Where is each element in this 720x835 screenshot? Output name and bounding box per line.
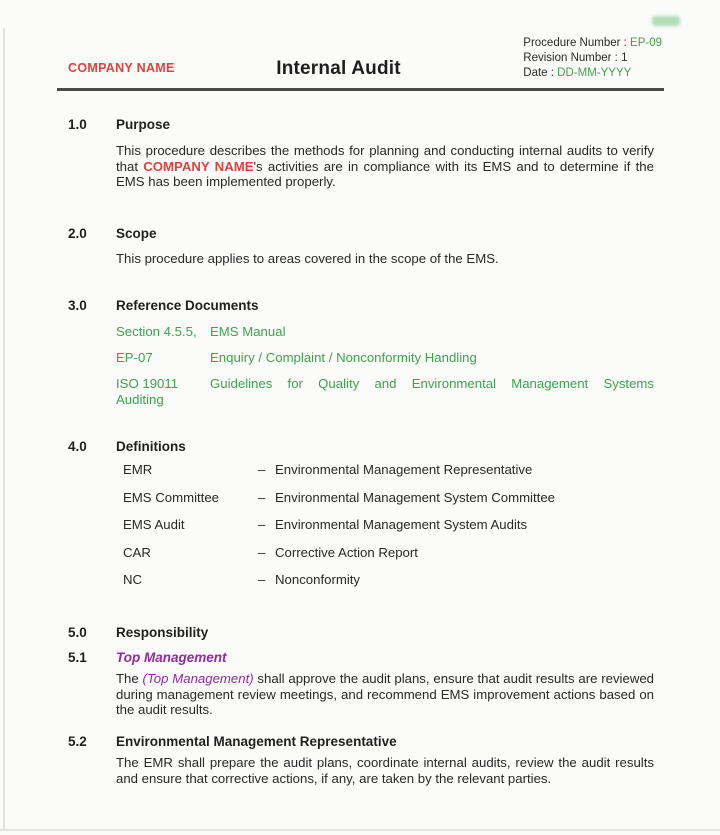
procedure-number-value: EP-09 [630, 37, 662, 49]
reference-item [116, 376, 654, 407]
section-title: Scope [116, 226, 157, 241]
reference-name: Enquiry / Complaint / Nonconformity Handling [210, 350, 477, 365]
section-heading-responsibility [68, 625, 208, 640]
definition-row [123, 490, 555, 506]
definition-dash: – [258, 462, 266, 477]
definition-term: EMR [123, 462, 153, 477]
definition-term: NC [123, 572, 143, 587]
date-label: Date : [523, 67, 558, 79]
section-title: Definitions [116, 439, 186, 454]
reference-code: Section 4.5.5, [116, 324, 197, 339]
purpose-paragraph [116, 143, 654, 190]
definition-dash: – [258, 490, 266, 505]
reference-code: ISO 19011 [116, 376, 179, 391]
reference-item [116, 350, 654, 366]
subsection-heading-emr [68, 734, 397, 749]
date-line [523, 66, 662, 81]
section-heading-purpose [68, 117, 170, 132]
procedure-number-label: Procedure Number : [523, 37, 631, 49]
definition-term: CAR [123, 545, 151, 560]
company-name: COMPANY NAME [68, 61, 175, 75]
definition-row [123, 545, 418, 561]
page-edge-left [3, 28, 5, 830]
definition-meaning: Environmental Management System Audits [275, 517, 528, 532]
page-edge-bottom [0, 829, 720, 831]
revision-number-label: Revision Number : [523, 52, 622, 64]
top-management-highlight: (Top Management) [142, 671, 254, 686]
date-value: DD-MM-YYYY [557, 67, 632, 79]
section-heading-scope [68, 226, 157, 241]
purpose-text-1: This procedure describes the methods for planning and conducting internal audits to verify that [116, 143, 654, 174]
purpose-company-name: COMPANY NAME [143, 158, 254, 174]
definition-row [123, 462, 532, 478]
reference-name-wrap: Auditing [116, 391, 164, 407]
definition-row [123, 572, 360, 588]
definition-term: EMS Audit [123, 517, 185, 532]
revision-number-value: 1 [621, 52, 628, 64]
section-number: 4.0 [68, 439, 87, 454]
reference-name: Guidelines for Quality and Environmental Management Systems [210, 376, 654, 391]
section-number: 1.0 [68, 117, 87, 132]
subsection-number: 5.2 [68, 734, 87, 749]
subsection-title: Environmental Management Representative [116, 734, 397, 749]
section-number: 2.0 [68, 226, 87, 241]
scope-paragraph: This procedure applies to areas covered in the scope of the EMS. [116, 251, 499, 266]
document-header [57, 30, 664, 91]
reference-name: EMS Manual [210, 324, 286, 339]
section-title: Reference Documents [116, 298, 259, 313]
section-number: 3.0 [68, 298, 87, 313]
section-heading-references [68, 298, 259, 313]
reference-code: EP-07 [116, 350, 153, 365]
definition-term: EMS Committee [123, 490, 219, 505]
top-management-text-1: The [116, 671, 143, 686]
top-management-text-2: shall approve the audit plans, ensure that audit results are reviewed during management review meetings, and recommend EMS improvement actions based on the audit results. [116, 671, 655, 718]
header-meta [523, 36, 662, 81]
definition-dash: – [258, 572, 266, 587]
subsection-number: 5.1 [68, 650, 87, 665]
procedure-number-line [523, 36, 662, 51]
definition-dash: – [258, 517, 266, 532]
definition-dash: – [258, 545, 266, 560]
scan-smudge [652, 16, 680, 26]
definition-row [123, 517, 527, 533]
definition-meaning: Nonconformity [275, 572, 361, 587]
page-title: Internal Audit [276, 58, 401, 79]
revision-number-line [523, 51, 662, 66]
definition-meaning: Environmental Management System Committee [275, 490, 555, 505]
reference-item [116, 324, 654, 340]
subsection-heading-top-management [68, 650, 227, 665]
definition-meaning: Environmental Management Representative [275, 462, 533, 477]
section-heading-definitions [68, 439, 186, 454]
subsection-title: Top Management [116, 650, 227, 665]
section-title: Purpose [116, 117, 171, 132]
section-title: Responsibility [116, 625, 209, 640]
definition-meaning: Corrective Action Report [275, 545, 418, 560]
top-management-paragraph [116, 671, 654, 718]
emr-paragraph: The EMR shall prepare the audit plans, coordinate internal audits, review the audit results and ensure that corrective actions, if any, are taken by the relevant parties. [116, 755, 654, 786]
purpose-text-2: 's activities are in compliance with its EMS and to determine if the EMS has been implemented properly. [116, 158, 654, 190]
section-number: 5.0 [68, 625, 87, 640]
